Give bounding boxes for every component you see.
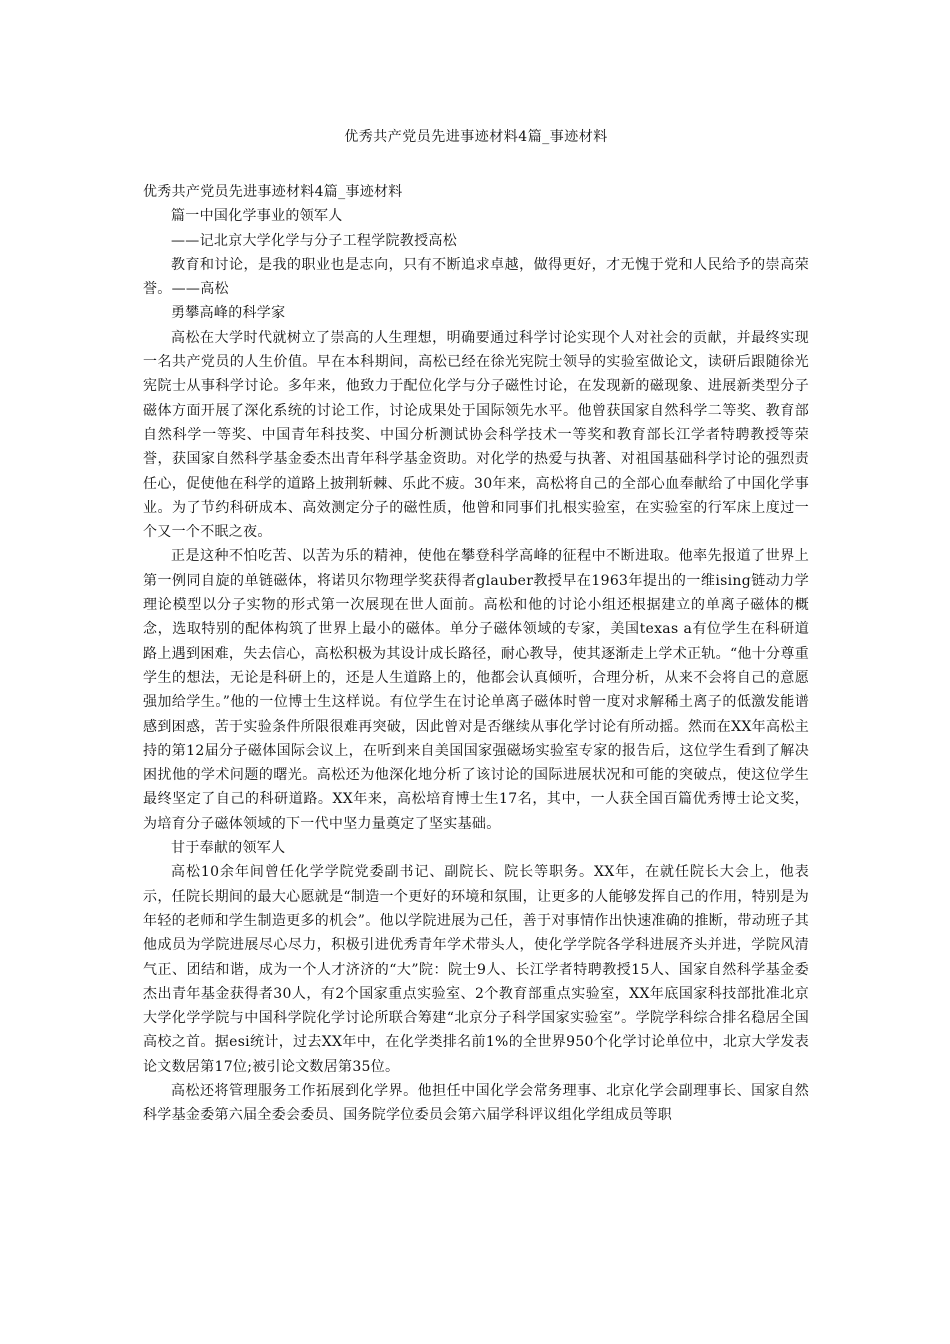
paragraph-subtitle: ——记北京大学化学与分子工程学院教授高松 — [171, 232, 457, 249]
paragraph-body: 高松在大学时代就树立了崇高的人生理想，明确要通过科学讨论实现个人对社会的贡献，并最终实现一名共产党员的人生价值。早在本科期间，高松已经在徐光宪院士领导的实验室做论文，读研后跟随徐光宪院士从事科学讨论。多年来，他致力于配位化学与分子磁性讨论，在发现新的磁现象、进展新类型分子磁体方面开展了深化系统的讨论工作，讨论成果处于国际领先水平。他曾获国家自然科学二等奖、教育部自然科学一等奖、中国青年科技奖、中国分析测试协会科学技术一等奖和教育部长江学者特聘教授等荣誉，获国家自然科学基金委杰出青年科学基金资助。对化学的热爱与执著、对祖国基础科学讨论的强烈责任心，促使他在科学的道路上披荆斩棘、乐此不疲。30年来，高松将自己的全部心血奉献给了中国化学事业。为了节约科研成本、高效测定分子的磁性质，他曾和同事们扎根实验室，在实验室的行军床上度过一个又一个不眠之夜。 — [143, 329, 809, 541]
paragraph-quote: 教育和讨论，是我的职业也是志向，只有不断追求卓越，做得更好，才无愧于党和人民给予的崇高荣誉。——高松 — [143, 256, 809, 298]
paragraph-body: 正是这种不怕吃苦、以苦为乐的精神，使他在攀登科学高峰的征程中不断进取。他率先报道了世界上第一例同自旋的单链磁体，将诺贝尔物理学奖获得者glauber教授早在1963年提出的一维ising链动力学理论模型以分子实物的形式第一次展现在世人面前。高松和他的讨论小组还根据建立的单离子磁体的概念，选取特别的配体构筑了世界上最小的磁体。单分子磁体领域的专家，美国texas a有位学生在科研道路上遇到困难，失去信心，高松积极为其设计成长路径，耐心教导，使其逐渐走上学术正轨。“他十分尊重学生的想法，无论是科研上的，还是人生道路上的，他都会认真倾听，合理分析，从来不会将自己的意愿强加给学生。”他的一位博士生这样说。有位学生在讨论单离子磁体时曾一度对求解稀土离子的低激发能谱感到困惑，苦于实验条件所限很难再突破，因此曾对是否继续从事化学讨论有所动摇。然而在XX年高松主持的第12届分子磁体国际会议上，在听到来自美国国家强磁场实验室专家的报告后，这位学生看到了解决困扰他的学术问题的曙光。高松还为他深化地分析了该讨论的国际进展状况和可能的突破点，使这位学生最终坚定了自己的科研道路。XX年来，高松培育博士生17名，其中，一人获全国百篇优秀博士论文奖，为培育分子磁体领域的下一代中坚力量奠定了坚实基础。 — [143, 548, 809, 832]
paragraph-subheading-scientist: 勇攀高峰的科学家 — [171, 305, 286, 322]
document-title: 优秀共产党员先进事迹材料4篇_事迹材料 — [344, 129, 608, 145]
paragraph-body: 高松还将管理服务工作拓展到化学界。他担任中国化学会常务理事、北京化学会副理事长、国家自然科学基金委第六届全委会委员、国务院学位委员会第六届学科评议组化学组成员等职 — [143, 1082, 809, 1124]
document-body — [143, 180, 809, 1128]
paragraph-section-title: 篇一中国化学事业的领军人 — [171, 208, 343, 225]
paragraph-heading: 优秀共产党员先进事迹材料4篇_事迹材料 — [143, 184, 403, 200]
paragraph-body: 高松10余年间曾任化学学院党委副书记、副院长、院长等职务。XX年，在就任院长大会上，他表示，任院长期间的最大心愿就是“制造一个更好的环境和氛围，让更多的人能够发挥自己的作用，特别是为年轻的老师和学生制造更多的机会”。他以学院进展为己任，善于对事情作出快速准确的推断，带动班子其他成员为学院进展尽心尽力，积极引进优秀青年学术带头人，使化学学院各学科进展齐头并进，学院风清气正、团结和谐，成为一个人才济济的“大”院：院士9人、长江学者特聘教授15人、国家自然科学基金委杰出青年基金获得者30人，有2个国家重点实验室、2个教育部重点实验室，XX年底国家科技部批准北京大学化学学院与中国科学院化学讨论所联合筹建“北京分子科学国家实验室”。学院学科综合排名稳居全国高校之首。据esi统计，过去XX年中，在化学类排名前1%的全世界950个化学讨论单位中，北京大学发表论文数居第17位;被引论文数居第35位。 — [143, 864, 809, 1075]
paragraph-subheading-leader: 甘于奉献的领军人 — [171, 840, 286, 857]
